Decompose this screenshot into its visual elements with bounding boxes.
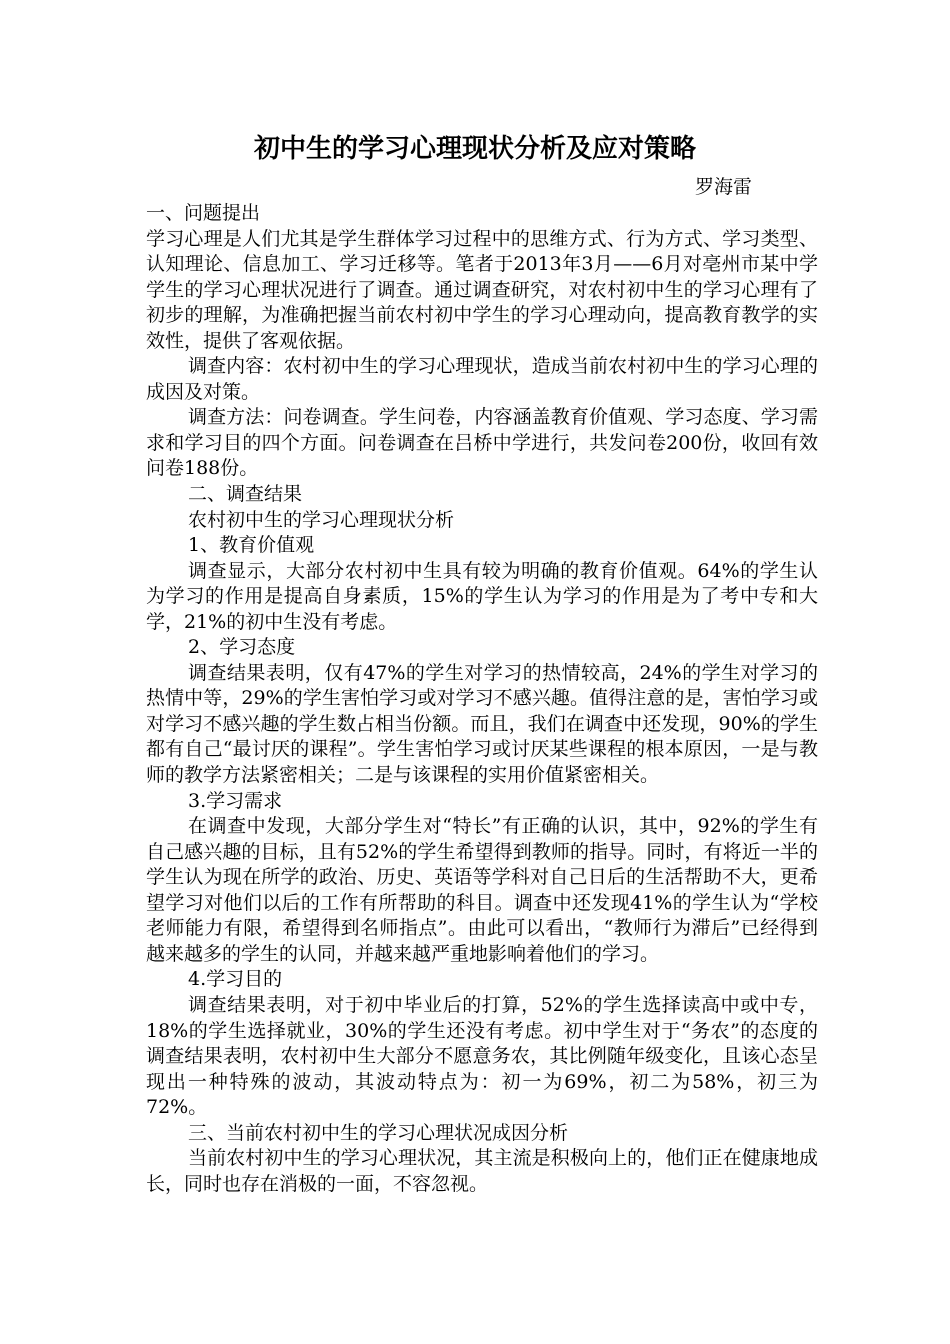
- body-paragraph: 4.学习目的: [188, 968, 283, 991]
- body-paragraph: 三、当前农村初中生的学习心理状况成因分析: [188, 1121, 569, 1144]
- body-paragraph: 1、教育价值观: [188, 534, 315, 557]
- author-name: 罗海雷: [695, 176, 753, 198]
- body-paragraph: 调查结果表明，对于初中毕业后的打算，52%的学生选择读高中或中专，18%的学生选择就业，30%的学生还没有考虑。初中学生对于“务农”的态度的调查结果表明，农村初中生大部分不愿意务农，其比例随年级变化，且该心态呈现出一种特殊的波动，其波动特点为：初一为69%，初二为58%，初三为72%。: [146, 993, 818, 1119]
- body-paragraph: 调查显示，大部分农村初中生具有较为明确的教育价值观。64%的学生认为学习的作用是提高自身素质，15%的学生认为学习的作用是为了考中专和大学，21%的初中生没有考虑。: [146, 559, 818, 633]
- body-paragraph: 一、问题提出: [146, 202, 261, 224]
- body-paragraph: 调查方法：问卷调查。学生问卷，内容涵盖教育价值观、学习态度、学习需求和学习目的四个方面。问卷调查在吕桥中学进行，共发问卷200份，收回有效问卷188份。: [146, 406, 818, 480]
- document-title: 初中生的学习心理现状分析及应对策略: [253, 134, 696, 164]
- body-paragraph: 二、调查结果: [188, 483, 303, 506]
- body-paragraph: 调查结果表明，仅有47%的学生对学习的热情较高，24%的学生对学习的热情中等，29%的学生害怕学习或对学习不感兴趣。值得注意的是，害怕学习或对学习不感兴趣的学生数占相当份额。而且，我们在调查中还发现，90%的学生都有自己“最讨厌的课程”。学生害怕学习或讨厌某些课程的根本原因，一是与教师的教学方法紧密相关；二是与该课程的实用价值紧密相关。: [146, 661, 818, 787]
- body-paragraph: 在调查中发现，大部分学生对“特长”有正确的认识，其中，92%的学生有自己感兴趣的目标，且有52%的学生希望得到教师的指导。同时，有将近一半的学生认为现在所学的政治、历史、英语等学科对自己日后的生活帮助不大，更希望学习对他们以后的工作有所帮助的科目。调查中还发现41%的学生认为“学校老师能力有限，希望得到名师指点”。由此可以看出，“教师行为滞后”已经得到越来越多的学生的认同，并越来越严重地影响着他们的学习。: [146, 815, 818, 965]
- body-paragraph: 调查内容：农村初中生的学习心理现状，造成当前农村初中生的学习心理的成因及对策。: [146, 355, 818, 403]
- body-paragraph: 3.学习需求: [188, 789, 283, 812]
- document-body: [146, 201, 818, 1197]
- body-paragraph: 学习心理是人们尤其是学生群体学习过程中的思维方式、行为方式、学习类型、认知理论、信息加工、学习迁移等。笔者于2013年3月——6月对亳州市某中学学生的学习心理状况进行了调查。通过调查研究，对农村初中生的学习心理有了初步的理解，为准确把握当前农村初中学生的学习心理动向，提高教育教学的实效性，提供了客观依据。: [146, 227, 818, 352]
- body-paragraph: 2、学习态度: [188, 636, 296, 659]
- body-paragraph: 当前农村初中生的学习心理状况，其主流是积极向上的，他们正在健康地成长，同时也存在消极的一面，不容忽视。: [146, 1147, 818, 1195]
- body-paragraph: 农村初中生的学习心理现状分析: [188, 508, 455, 531]
